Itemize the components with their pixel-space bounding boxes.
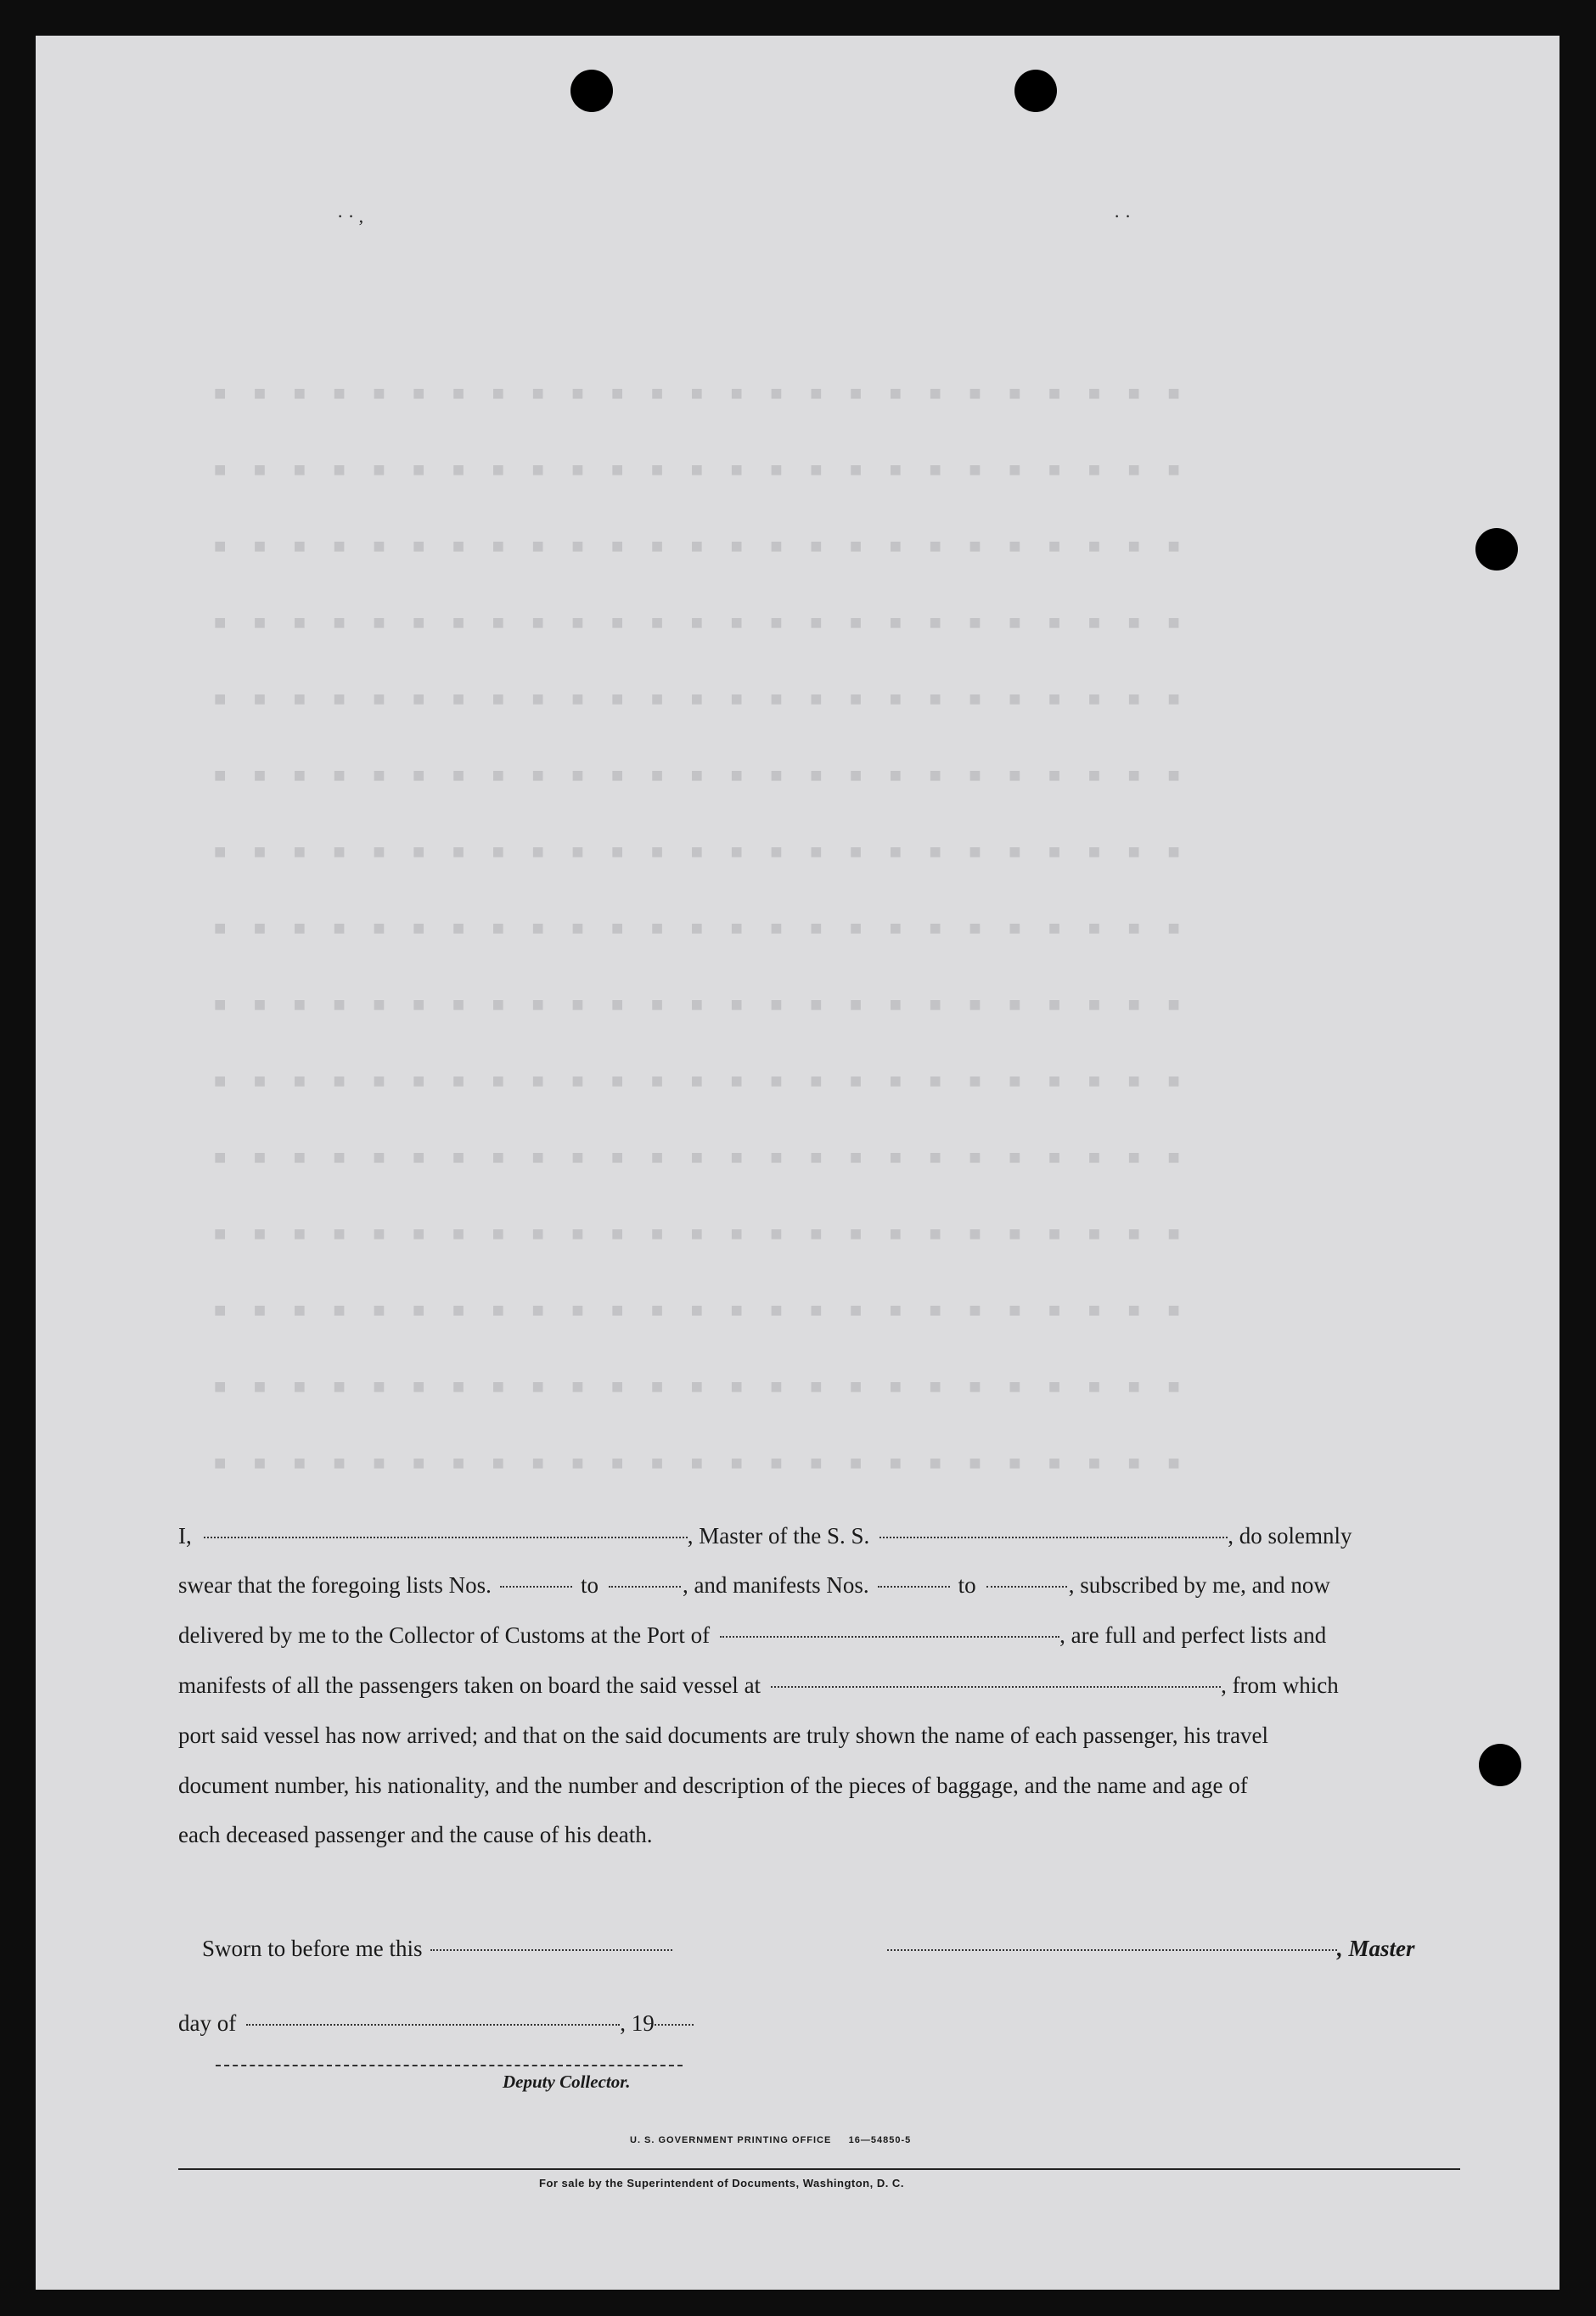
master-signature-blank[interactable] (887, 1949, 1337, 1951)
oath-text: , subscribed by me, and now (1068, 1572, 1330, 1598)
oath-line-1 (178, 1523, 1460, 1549)
oath-text: manifests of all the passengers taken on board the said vessel at (178, 1672, 761, 1698)
stray-dots-mark: · · , (337, 205, 364, 227)
sworn-date-blank[interactable] (430, 1949, 672, 1951)
stray-dots-mark-2: · · (1114, 205, 1132, 227)
oath-line-4 (178, 1672, 1460, 1699)
master-label: , Master (1337, 1936, 1415, 1961)
sworn-text: Sworn to before me this (202, 1936, 423, 1961)
list-no-to-blank[interactable] (609, 1586, 681, 1588)
oath-text: to (580, 1572, 598, 1598)
punch-hole-right-upper (1475, 528, 1518, 571)
document-page: ■ ■ ■ ■ ■ ■ ■ ■ ■ ■ ■ ■ ■ ■ ■ ■ ■ ■ ■ ■ ■ ■ ■ ■ ■ ■ ■ ■ ■ ■ ■ ■ ■ ■ ■ ■ ■ ■ ■ ■ ■ ■ ■ ■ ■ ■ ■ ■ ■ ■ ■ ■ ■ ■ ■ ■ ■ ■ ■ ■ ■ ■ ■ ■ ■ ■ ■ ■ ■ ■ ■ ■ ■ ■ ■ ■ ■ ■ ■ ■ ■ ■ ■ ■ ■ ■ ■ ■ ■ ■ ■ ■ ■ ■ ■ ■ ■ ■ ■ ■ ■ ■ ■ ■ ■ ■ ■ ■ ■ ■ ■ ■ ■ ■ ■ ■ ■ ■ ■ ■ ■ ■ ■ ■ ■ ■ ■ ■ ■ ■ ■ ■ ■ ■ ■ ■ ■ ■ ■ ■ ■ ■ ■ ■ ■ ■ ■ ■ ■ ■ ■ ■ ■ ■ ■ ■ ■ ■ ■ ■ ■ ■ ■ ■ ■ ■ ■ ■ ■ ■ ■ ■ ■ ■ ■ ■ ■ ■ ■ ■ ■ ■ ■ ■ ■ ■ ■ ■ ■ ■ ■ ■ ■ ■ ■ ■ ■ ■ ■ ■ ■ ■ ■ ■ ■ ■ ■ ■ ■ ■ ■ ■ ■ ■ ■ ■ ■ ■ ■ ■ ■ ■ ■ ■ ■ ■ ■ ■ ■ ■ ■ ■ ■ ■ ■ ■ ■ ■ ■ ■ ■ ■ ■ ■ ■ ■ ■ ■ ■ ■ ■ ■ ■ ■ ■ ■ ■ ■ ■ ■ ■ ■ ■ ■ ■ ■ ■ ■ ■ ■ ■ ■ ■ ■ ■ ■ ■ ■ ■ ■ ■ ■ ■ ■ ■ ■ ■ ■ ■ ■ ■ ■ ■ ■ ■ ■ ■ ■ ■ ■ ■ ■ ■ ■ ■ ■ ■ ■ ■ ■ ■ ■ ■ ■ ■ ■ ■ ■ ■ ■ ■ ■ ■ ■ ■ ■ ■ ■ ■ ■ ■ ■ ■ ■ ■ ■ ■ ■ ■ ■ ■ ■ ■ ■ ■ ■ ■ ■ ■ ■ ■ ■ ■ ■ ■ ■ ■ ■ ■ ■ ■ ■ ■ ■ ■ ■ ■ ■ ■ ■ ■ ■ ■ ■ ■ · · , · · I, , Master of the S. S. , do solemnly swear that the foregoing lists Nos. to , and manifests Nos. to , subscribed by me, and now delivered by me to the Collector of Customs at the Port of , are full and perfect lists and manifests of all the passengers taken on board the said vessel at , from which port said vessel has now arrived; and that on the said documents are truly shown the name of each passenger, his travel document number, his nationality, and the number and description of the pieces of baggage, and the name and age of each deceased passenger and the cause of his death. Sworn to before me this , Master day of , 19 Deputy Collector. U. S. GOVERNMENT PRINTING OFFICE 16—54850-5 For sale by the Superintendent of Documents, Washington, D. C. (36, 36, 1559, 2290)
oath-text: delivered by me to the Collector of Customs at the Port of (178, 1622, 711, 1648)
oath-text: to (958, 1572, 976, 1598)
day-of-line (178, 2010, 694, 2037)
oath-line-3 (178, 1622, 1460, 1649)
oath-text: , and manifests Nos. (682, 1572, 869, 1598)
manifest-no-to-blank[interactable] (986, 1586, 1067, 1588)
year-blank[interactable] (655, 2024, 694, 2026)
oath-line-6: document number, his nationality, and the number and description of the pieces of baggage, and the name and age of (178, 1773, 1248, 1798)
oath-text: , do solemnly (1228, 1523, 1352, 1549)
deputy-signature-blank[interactable] (216, 2065, 683, 2066)
oath-line-7: each deceased passenger and the cause of his death. (178, 1822, 653, 1847)
sale-notice: For sale by the Superintendent of Documents, Washington, D. C. (539, 2177, 904, 2190)
day-of-text: day of (178, 2010, 237, 2036)
punch-hole-right-lower (1479, 1744, 1521, 1786)
deputy-collector-label: Deputy Collector. (503, 2071, 631, 2092)
port-of-departure-blank[interactable] (771, 1686, 1221, 1688)
punch-hole-top-right (1014, 70, 1057, 112)
sworn-line (202, 1936, 672, 1962)
oath-line-5: port said vessel has now arrived; and that on the said documents are truly shown the name of each passenger, his travel (178, 1723, 1269, 1748)
oath-text: , Master of the S. S. (687, 1523, 870, 1549)
master-name-blank[interactable] (204, 1537, 688, 1538)
punch-hole-top-left (570, 70, 613, 112)
oath-text: swear that the foregoing lists Nos. (178, 1572, 492, 1598)
vessel-name-blank[interactable] (879, 1537, 1228, 1538)
oath-line-2 (178, 1572, 1460, 1599)
printer-imprint: U. S. GOVERNMENT PRINTING OFFICE 16—54850-5 (630, 2135, 912, 2145)
list-no-from-blank[interactable] (500, 1586, 572, 1588)
oath-text: , are full and perfect lists and (1059, 1622, 1327, 1648)
port-of-arrival-blank[interactable] (720, 1636, 1059, 1638)
manifest-no-from-blank[interactable] (878, 1586, 950, 1588)
footer-rule (178, 2168, 1460, 2170)
oath-text: , from which (1221, 1672, 1339, 1698)
master-signature-line (887, 1936, 1415, 1962)
oath-text: I, (178, 1523, 192, 1549)
month-blank[interactable] (246, 2024, 620, 2026)
year-text: , 19 (620, 2010, 655, 2036)
